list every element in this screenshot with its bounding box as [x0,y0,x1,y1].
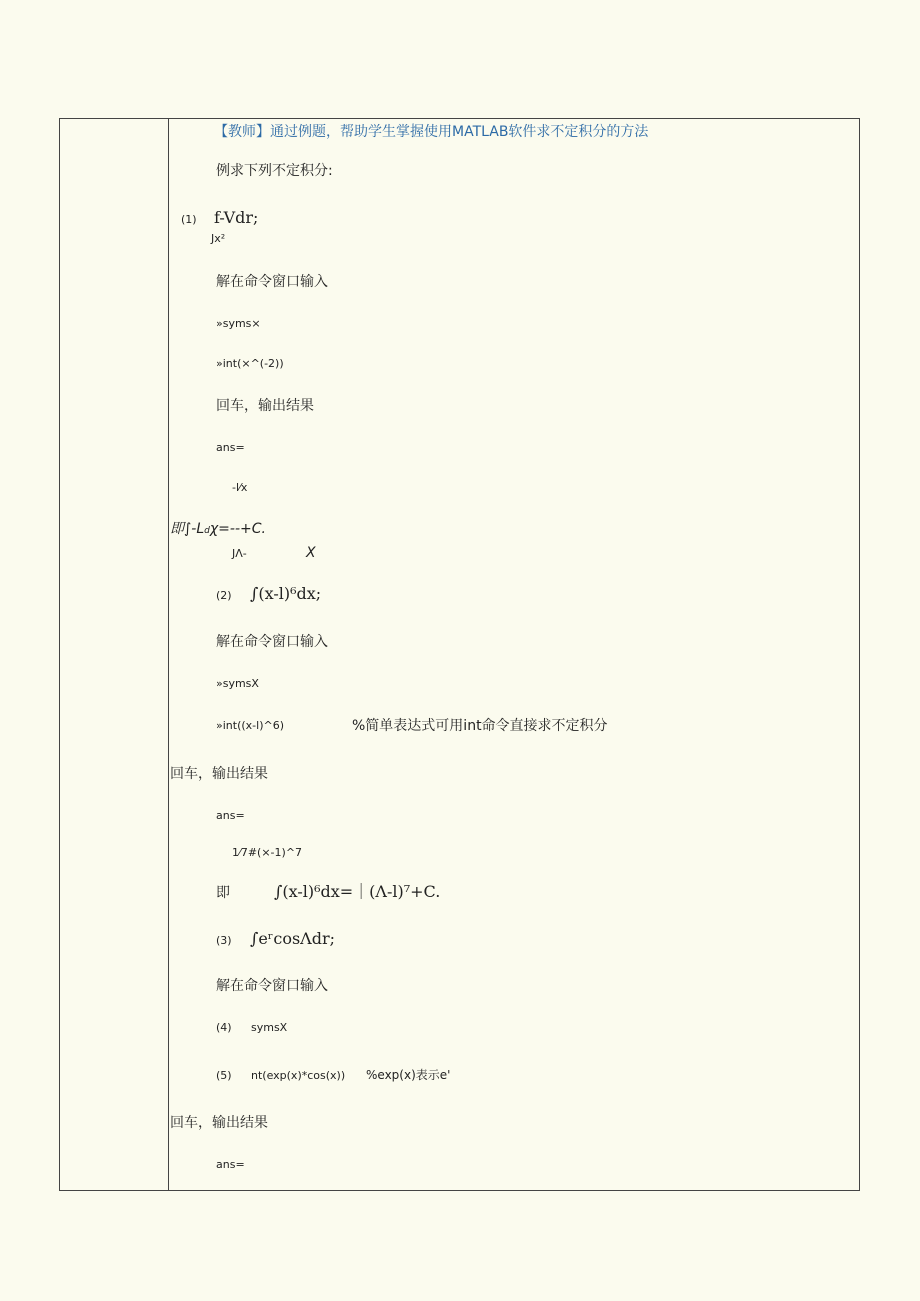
command-int-3: nt(exp(x)*cos(x)) [251,1069,346,1082]
command-comment-3: %exp(x)表示e' [366,1068,451,1082]
problem-3-number: (3) [216,934,232,947]
enter-output-3: 回车，输出结果 [170,1115,268,1131]
ans-label-2: ans= [216,809,245,822]
teacher-line: 【教师】通过例题，帮助学生掌握使用MATLAB软件求不定积分的方法 [214,124,649,140]
result-1 [170,522,266,536]
solve-line-2: 解在命令窗口输入 [216,634,328,650]
problem-2-expression: ∫(x-l)⁶dx; [250,584,322,603]
problem-1-number: (1) [181,213,197,226]
result-1-tail: χ=--+C. [209,521,266,537]
result-1-below-left: JΛ- [232,547,247,560]
command-int-2: »int((x-l)^6) [216,719,284,732]
command-syms-3: symsX [251,1021,288,1034]
intro-line: 例求下列不定积分: [216,163,333,179]
ans-value-2: 1⁄7#(×-1)^7 [232,846,303,859]
problem-1-subscript: Jx² [211,232,226,245]
command-syms-2: »symsX [216,677,259,690]
solve-line-3: 解在命令窗口输入 [216,978,328,994]
command-syms-1: »syms× [216,317,261,330]
result-2-label: 即 [216,885,230,901]
command-int-1: »int(×^(-2)) [216,357,284,370]
result-1-subscript: d [204,526,210,536]
step-4-number: (4) [216,1021,232,1034]
enter-output-2: 回车，输出结果 [170,766,268,782]
ans-value-1: -l⁄x [232,481,248,494]
problem-3-expression: ∫eʳcosΛdr; [250,929,335,948]
step-5-number: (5) [216,1069,232,1082]
column-divider [168,118,169,1191]
table-frame [59,118,860,1191]
command-comment-2: %简单表达式可用int命令直接求不定积分 [352,718,608,734]
solve-line-1: 解在命令窗口输入 [216,274,328,290]
ans-label-3: ans= [216,1158,245,1171]
result-1-below-right: X [306,545,316,561]
ans-label-1: ans= [216,441,245,454]
enter-output-1: 回车，输出结果 [216,398,314,414]
problem-1-expression: f-Vdr; [214,208,259,227]
problem-2-number: (2) [216,589,232,602]
result-2-expression: ∫(x-l)⁶dx=｜(Λ-l)⁷+C. [274,882,441,901]
result-1-head: 即∫-L [170,521,205,537]
